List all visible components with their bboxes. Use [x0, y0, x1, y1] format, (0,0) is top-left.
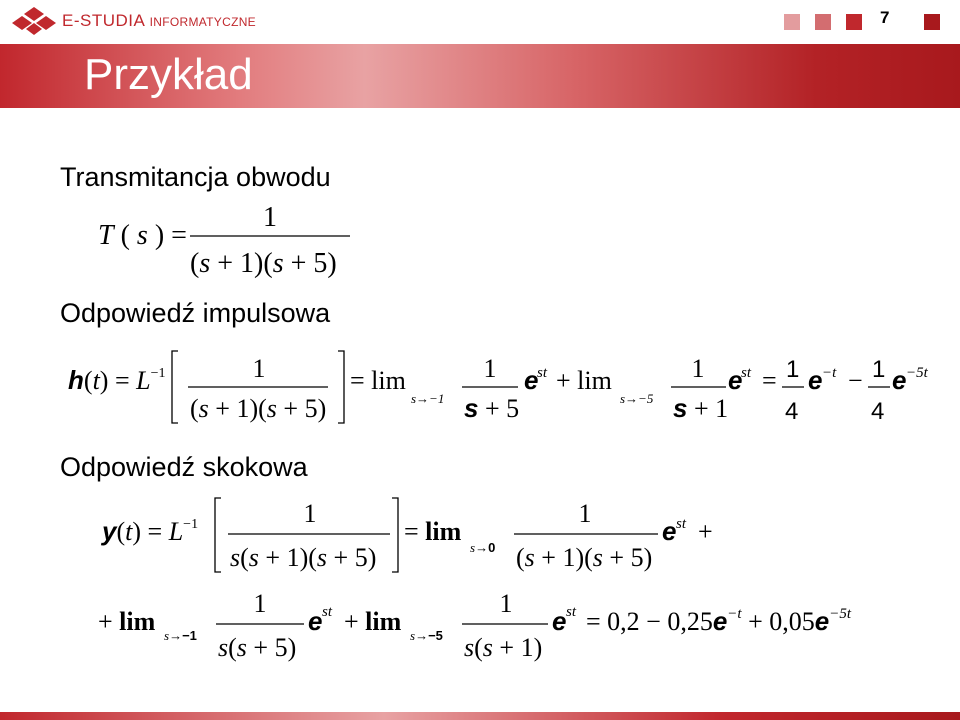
svg-text:4: 4 [871, 398, 885, 425]
svg-text:e: e [308, 606, 323, 636]
page-title: Przykład [84, 50, 253, 99]
svg-text:1: 1 [499, 589, 513, 618]
svg-text:e: e [552, 606, 567, 636]
svg-text:= lim: = lim [350, 366, 406, 395]
transfer-equation [95, 196, 365, 286]
logo-icon [12, 5, 56, 37]
svg-text:−t: −t [822, 365, 837, 381]
nav-square-4 [924, 14, 940, 30]
step-equation-line1 [100, 492, 740, 578]
svg-text:st: st [566, 604, 577, 620]
section-heading-impulse: Odpowiedź impulsowa [60, 298, 331, 328]
svg-text:T ( s ) =: T ( s ) = [98, 220, 187, 251]
footer-bar [0, 712, 960, 720]
svg-text:e: e [524, 365, 539, 395]
svg-text:1: 1 [253, 589, 267, 618]
brand-main: E-STUDIA [62, 11, 145, 30]
svg-text:e: e [808, 365, 823, 395]
svg-text:(s + 1)(s + 5): (s + 1)(s + 5) [190, 394, 327, 423]
svg-text:s→−1: s→−1 [164, 628, 197, 643]
svg-text:e: e [728, 365, 743, 395]
svg-text:+: + [698, 517, 713, 546]
svg-text:= lim: = lim [404, 517, 462, 546]
svg-text:(s + 1)(s + 5): (s + 1)(s + 5) [190, 248, 337, 279]
impulse-equation [66, 345, 946, 435]
svg-text:4: 4 [785, 398, 799, 425]
section-heading-step: Odpowiedź skokowa [60, 452, 308, 482]
svg-text:1: 1 [872, 356, 886, 383]
title-bar [0, 44, 960, 108]
svg-text:st: st [741, 365, 752, 381]
svg-text:=: = [762, 366, 777, 395]
svg-text:s→−5: s→−5 [620, 391, 654, 406]
svg-text:+ lim: + lim [556, 366, 612, 395]
page-number: 7 [880, 8, 890, 27]
svg-text:s + 1: s + 1 [673, 393, 729, 423]
svg-text:s→−1: s→−1 [411, 391, 445, 406]
svg-text:e: e [892, 365, 907, 395]
step-equation-line2 [96, 582, 896, 668]
svg-text:h(t) = L−1: $h(t) = L^{-1}$ [68, 365, 166, 395]
svg-text:s(s + 5): s(s + 5) [218, 633, 297, 662]
svg-text:+ lim: + lim [98, 607, 156, 636]
svg-text:1: 1 [691, 354, 705, 383]
section-heading-transfer: Transmitancja obwodu [60, 162, 331, 192]
svg-text:1: 1 [578, 499, 592, 528]
svg-text:(s + 1)(s + 5): (s + 1)(s + 5) [516, 543, 653, 572]
svg-text:1: 1 [263, 202, 277, 233]
svg-text:s→−5: s→−5 [410, 628, 443, 643]
brand-sub: INFORMATYCZNE [149, 15, 256, 29]
svg-text:1: 1 [483, 354, 497, 383]
svg-text:1: 1 [252, 354, 266, 383]
svg-text:1: 1 [786, 356, 800, 383]
svg-text:st: st [676, 516, 687, 532]
svg-text:st: st [537, 365, 548, 381]
nav-square-2 [815, 14, 831, 30]
svg-text:+ lim: + lim [344, 607, 402, 636]
brand-name [62, 11, 256, 31]
nav-square-1 [784, 14, 800, 30]
svg-text:st: st [322, 604, 333, 620]
svg-text:= 0,2 − 0,25e−t + 0,05e−5t: = $0,2 - 0,25e^{-t} + 0,05e^{-5t}$ [586, 606, 852, 636]
svg-text:s(s + 1)(s + 5): s(s + 1)(s + 5) [230, 543, 377, 572]
nav-square-3 [846, 14, 862, 30]
svg-text:e: e [662, 516, 677, 546]
svg-text:s + 5: s + 5 [464, 393, 520, 423]
svg-text:s→0: s→0 [470, 540, 496, 555]
svg-text:−: − [848, 366, 863, 395]
svg-text:1: 1 [303, 499, 317, 528]
svg-text:s(s + 1): s(s + 1) [464, 633, 543, 662]
svg-text:y(t) = L−1: $y(t) = L^{-1}$ [102, 516, 199, 546]
svg-text:−5t: −5t [906, 365, 928, 381]
